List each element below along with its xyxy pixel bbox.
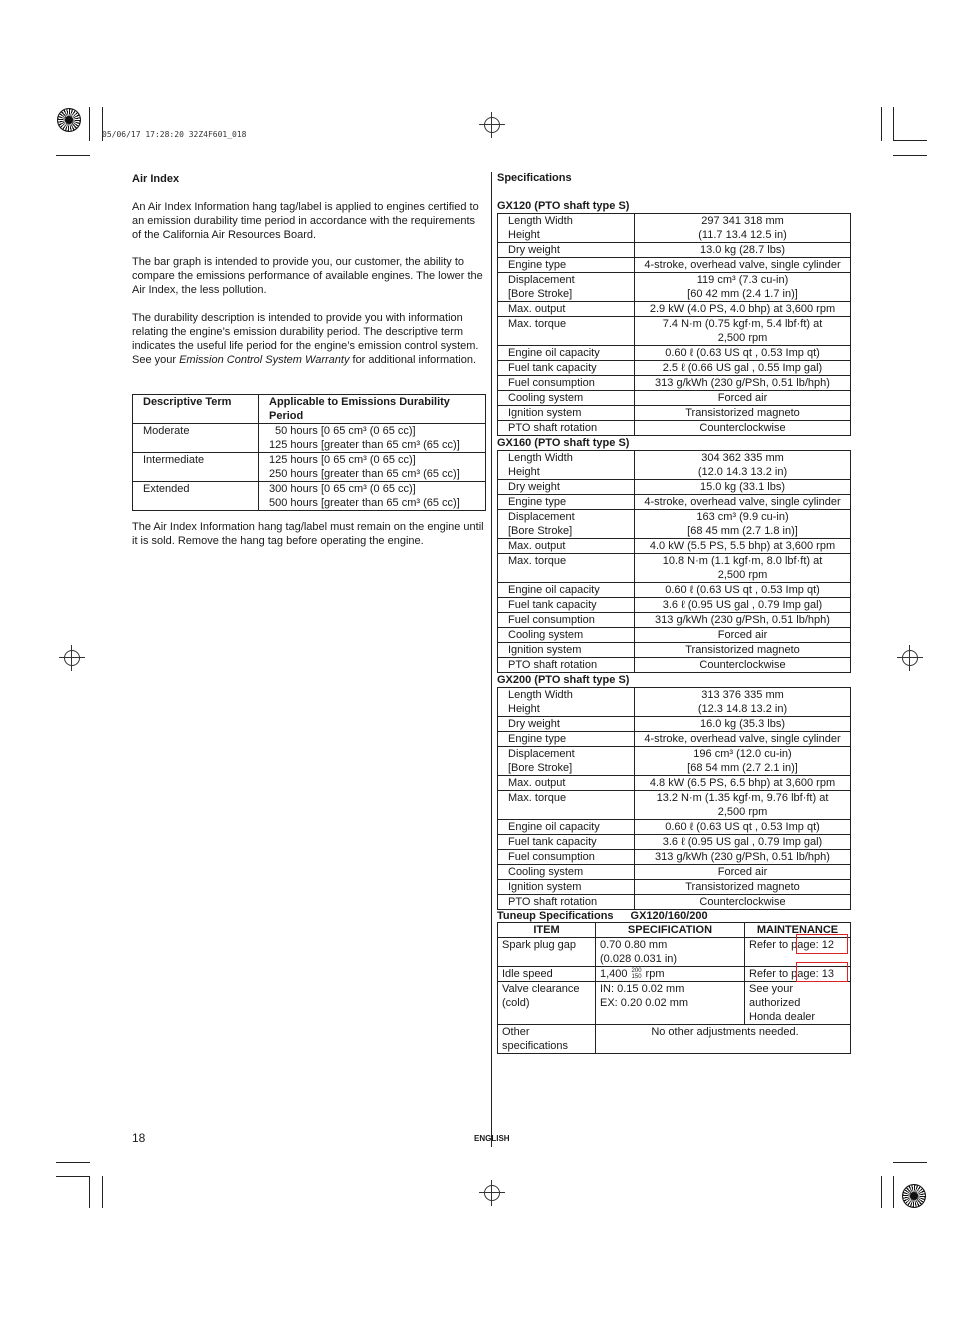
crop-mark <box>893 1176 894 1208</box>
gx160-title: GX160 (PTO shaft type S) <box>497 437 630 449</box>
fuel-consumption-row <box>498 376 851 391</box>
spec-label: Fuel tank capacity <box>498 835 635 850</box>
column-header: MAINTENANCE <box>745 923 851 938</box>
column-divider <box>491 172 492 1147</box>
spec-label: Cooling system <box>498 865 635 880</box>
cooling-row <box>498 865 851 880</box>
dimensions-row <box>498 214 851 243</box>
registration-target-bottom <box>484 1185 500 1201</box>
spec-value: Forced air <box>635 628 851 643</box>
spec-label: Displacement [Bore Stroke] <box>498 273 635 302</box>
period-cell: 300 hours [0 65 cm³ (0 65 cc)] 500 hours [greater than 65 cm³ (65 cc)] <box>259 482 486 511</box>
spec-value: 2.5 ℓ (0.66 US gal , 0.55 Imp gal) <box>635 361 851 376</box>
durability-paragraph: The durability description is intended to provide you with information relating the engine’s emission durability period. The descriptive term indicates the useful life period for the engine’s emission control system. See your Emission Control System Warranty for additional information. <box>132 312 479 366</box>
spec-label: Max. torque <box>498 317 635 346</box>
spec-label: Engine type <box>498 495 635 510</box>
column-header: ITEM <box>498 923 596 938</box>
bar-graph-paragraph: The bar graph is intended to provide you, our customer, the ability to compare the emissions performance of available engines. The lower the Air Index, the less pollution. <box>132 256 483 296</box>
spec-label: Dry weight <box>498 717 635 732</box>
spec-label: Displacement [Bore Stroke] <box>498 510 635 539</box>
page-number: 18 <box>132 1131 146 1145</box>
spec-label: Ignition system <box>498 406 635 421</box>
max-output-row <box>498 302 851 317</box>
dry-weight-row <box>498 243 851 258</box>
spec-label: Cooling system <box>498 391 635 406</box>
spec-label: PTO shaft rotation <box>498 895 635 910</box>
spec-value: Forced air <box>635 391 851 406</box>
registration-target-left <box>64 650 80 666</box>
cooling-row <box>498 628 851 643</box>
registration-target-right <box>902 650 918 666</box>
page-reference-highlight[interactable] <box>796 962 848 982</box>
term-cell: Intermediate <box>133 453 259 482</box>
spec-value: 13.2 N·m (1.35 kgf·m, 9.76 lbf·ft) at 2,500 rpm <box>635 791 851 820</box>
crop-mark <box>89 1176 90 1208</box>
spec-label: Fuel tank capacity <box>498 361 635 376</box>
oil-capacity-row <box>498 346 851 361</box>
spec-cell: 0.70 0.80 mm (0.028 0.031 in) <box>596 938 745 967</box>
print-marker: 05/06/17 17:28:20 32Z4F601_018 <box>102 130 247 139</box>
spec-value: 3.6 ℓ (0.95 US gal , 0.79 Imp gal) <box>635 835 851 850</box>
fuel-tank-row <box>498 835 851 850</box>
hang-tag-paragraph: The Air Index Information hang tag/label must remain on the engine until it is sold. Remove the hang tag before operating the engine. <box>132 521 484 547</box>
spec-cell: 1,400 200 150 rpm <box>596 967 745 982</box>
spec-value: Counterclockwise <box>635 658 851 673</box>
column-header: Applicable to Emissions Durability Period <box>259 395 486 424</box>
gx200-spec-table <box>497 687 851 910</box>
spec-value: 0.60 ℓ (0.63 US qt , 0.53 Imp qt) <box>635 346 851 361</box>
spec-value: 313 g/kWh (230 g/PSh, 0.51 lb/hph) <box>635 376 851 391</box>
spec-label: PTO shaft rotation <box>498 658 635 673</box>
pto-rotation-row <box>498 421 851 436</box>
spec-label: Fuel consumption <box>498 850 635 865</box>
max-torque-row <box>498 791 851 820</box>
spec-value: 297 341 318 mm (11.7 13.4 12.5 in) <box>635 214 851 243</box>
fuel-tank-row <box>498 361 851 376</box>
crop-mark <box>893 1162 927 1163</box>
spec-value: 10.8 N·m (1.1 kgf·m, 8.0 lbf·ft) at 2,500 rpm <box>635 554 851 583</box>
spec-cell: IN: 0.15 0.02 mm EX: 0.20 0.02 mm <box>596 982 745 1025</box>
pto-rotation-row <box>498 658 851 673</box>
spec-label: Max. output <box>498 302 635 317</box>
spec-value: 119 cm³ (7.3 cu-in) [60 42 mm (2.4 1.7 in)] <box>635 273 851 302</box>
period-cell: 125 hours [0 65 cm³ (0 65 cc)] 250 hours [greater than 65 cm³ (65 cc)] <box>259 453 486 482</box>
language-label: ENGLISH <box>474 1134 510 1143</box>
cooling-row <box>498 391 851 406</box>
item-cell: Other specifications <box>498 1025 596 1054</box>
spec-label: Fuel consumption <box>498 613 635 628</box>
spec-label: Max. torque <box>498 791 635 820</box>
spec-label: Length Width Height <box>498 688 635 717</box>
spec-label: Engine oil capacity <box>498 346 635 361</box>
item-cell: Idle speed <box>498 967 596 982</box>
gx160-spec-table <box>497 450 851 673</box>
spec-label: Fuel consumption <box>498 376 635 391</box>
item-cell: Spark plug gap <box>498 938 596 967</box>
durability-table <box>132 394 486 511</box>
spec-label: Displacement [Bore Stroke] <box>498 747 635 776</box>
spec-cell: No other adjustments needed. <box>596 1025 851 1054</box>
spec-value: 7.4 N·m (0.75 kgf·m, 5.4 lbf·ft) at 2,500 rpm <box>635 317 851 346</box>
spec-value: Forced air <box>635 865 851 880</box>
spec-value: Transistorized magneto <box>635 406 851 421</box>
spec-value: 2.9 kW (4.0 PS, 4.0 bhp) at 3,600 rpm <box>635 302 851 317</box>
crop-mark <box>893 155 927 156</box>
spec-value: 4-stroke, overhead valve, single cylinder <box>635 732 851 747</box>
tuneup-heading: Tuneup Specifications GX120/160/200 <box>497 910 708 922</box>
registration-rosette-bottom-right <box>902 1184 926 1208</box>
ignition-row <box>498 880 851 895</box>
ignition-row <box>498 643 851 658</box>
spec-label: Engine oil capacity <box>498 820 635 835</box>
ignition-row <box>498 406 851 421</box>
spec-label: Engine type <box>498 258 635 273</box>
spec-value: 304 362 335 mm (12.0 14.3 13.2 in) <box>635 451 851 480</box>
fuel-consumption-row <box>498 850 851 865</box>
displacement-row <box>498 747 851 776</box>
crop-mark <box>893 140 927 141</box>
registration-rosette-top-left <box>57 108 81 132</box>
fuel-consumption-row <box>498 613 851 628</box>
spec-value: 313 376 335 mm (12.3 14.8 13.2 in) <box>635 688 851 717</box>
dimensions-row <box>498 688 851 717</box>
spec-value: 0.60 ℓ (0.63 US qt , 0.53 Imp qt) <box>635 583 851 598</box>
max-torque-row <box>498 554 851 583</box>
spec-value: Transistorized magneto <box>635 643 851 658</box>
spec-value: 3.6 ℓ (0.95 US gal , 0.79 Imp gal) <box>635 598 851 613</box>
gx200-title: GX200 (PTO shaft type S) <box>497 674 630 686</box>
spec-label: Cooling system <box>498 628 635 643</box>
air-index-heading: Air Index <box>132 173 180 185</box>
dry-weight-row <box>498 717 851 732</box>
table-header-row <box>133 395 486 424</box>
spec-value: Counterclockwise <box>635 421 851 436</box>
spec-label: Max. output <box>498 539 635 554</box>
spec-label: Length Width Height <box>498 451 635 480</box>
gx120-title: GX120 (PTO shaft type S) <box>497 200 630 212</box>
spec-label: Engine oil capacity <box>498 583 635 598</box>
table-row <box>498 982 851 1025</box>
spec-label: Length Width Height <box>498 214 635 243</box>
crop-mark <box>89 107 90 141</box>
specifications-heading: Specifications <box>497 172 572 184</box>
spec-value: 4-stroke, overhead valve, single cylinder <box>635 258 851 273</box>
table-row <box>133 424 486 453</box>
spec-label: Fuel tank capacity <box>498 598 635 613</box>
page-reference-highlight[interactable] <box>796 934 848 954</box>
spec-value: Counterclockwise <box>635 895 851 910</box>
warranty-reference: Emission Control System Warranty <box>179 354 350 366</box>
spec-value: 163 cm³ (9.9 cu-in) [68 45 mm (2.7 1.8 in)] <box>635 510 851 539</box>
oil-capacity-row <box>498 820 851 835</box>
engine-type-row <box>498 258 851 273</box>
spec-value: 4.8 kW (6.5 PS, 6.5 bhp) at 3,600 rpm <box>635 776 851 791</box>
rpm-tolerance: 200 150 <box>631 968 642 981</box>
crop-mark <box>893 107 894 141</box>
air-index-intro-paragraph: An Air Index Information hang tag/label is applied to engines certified to an emission durability time period in accordance with the requirements of the California Air Resources Board. <box>132 201 479 241</box>
spec-label: Dry weight <box>498 480 635 495</box>
engine-type-row <box>498 495 851 510</box>
displacement-row <box>498 273 851 302</box>
maintenance-cell: Refer to page: 13 <box>745 967 851 982</box>
spec-value: 4-stroke, overhead valve, single cylinder <box>635 495 851 510</box>
item-cell: Valve clearance (cold) <box>498 982 596 1025</box>
max-output-row <box>498 776 851 791</box>
crop-mark <box>881 1176 882 1208</box>
term-cell: Extended <box>133 482 259 511</box>
spec-value: 196 cm³ (12.0 cu-in) [68 54 mm (2.7 2.1 in)] <box>635 747 851 776</box>
maintenance-cell: Refer to page: 12 <box>745 938 851 967</box>
fuel-tank-row <box>498 598 851 613</box>
spec-label: Max. output <box>498 776 635 791</box>
crop-mark <box>102 1176 103 1208</box>
spec-value: 0.60 ℓ (0.63 US qt , 0.53 Imp qt) <box>635 820 851 835</box>
spec-label: Engine type <box>498 732 635 747</box>
spec-value: 15.0 kg (33.1 lbs) <box>635 480 851 495</box>
crop-mark <box>56 1162 90 1163</box>
dry-weight-row <box>498 480 851 495</box>
spec-value: 4.0 kW (5.5 PS, 5.5 bhp) at 3,600 rpm <box>635 539 851 554</box>
pto-rotation-row <box>498 895 851 910</box>
spec-label: Ignition system <box>498 643 635 658</box>
spec-value: Transistorized magneto <box>635 880 851 895</box>
column-header: Descriptive Term <box>133 395 259 424</box>
displacement-row <box>498 510 851 539</box>
max-output-row <box>498 539 851 554</box>
term-cell: Moderate <box>133 424 259 453</box>
crop-mark <box>56 1176 90 1177</box>
crop-mark <box>56 155 90 156</box>
spec-value: 16.0 kg (35.3 lbs) <box>635 717 851 732</box>
max-torque-row <box>498 317 851 346</box>
gx120-spec-table <box>497 213 851 436</box>
spec-value: 313 g/kWh (230 g/PSh, 0.51 lb/hph) <box>635 850 851 865</box>
column-header: SPECIFICATION <box>596 923 745 938</box>
spec-value: 313 g/kWh (230 g/PSh, 0.51 lb/hph) <box>635 613 851 628</box>
table-row <box>133 453 486 482</box>
maintenance-cell: See your authorized Honda dealer <box>745 982 851 1025</box>
registration-target-top <box>484 117 500 133</box>
spec-label: Max. torque <box>498 554 635 583</box>
engine-type-row <box>498 732 851 747</box>
spec-label: PTO shaft rotation <box>498 421 635 436</box>
oil-capacity-row <box>498 583 851 598</box>
spec-label: Dry weight <box>498 243 635 258</box>
dimensions-row <box>498 451 851 480</box>
spec-label: Ignition system <box>498 880 635 895</box>
table-row <box>133 482 486 511</box>
table-row <box>498 1025 851 1054</box>
spec-value: 13.0 kg (28.7 lbs) <box>635 243 851 258</box>
period-cell: 50 hours [0 65 cm³ (0 65 cc)] 125 hours [greater than 65 cm³ (65 cc)] <box>259 424 486 453</box>
crop-mark <box>881 107 882 141</box>
